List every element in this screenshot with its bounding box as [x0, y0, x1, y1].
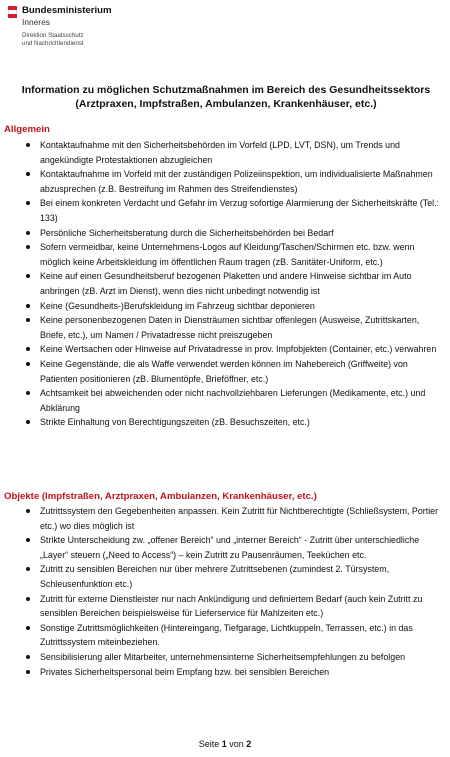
department-name: Direktion Staatsschutz und Nachrichtendienst: [22, 32, 84, 47]
list-item: [0, 299, 450, 314]
list-item: [0, 592, 450, 621]
bullet-list-allgemein: [0, 138, 450, 430]
list-item-text: Zutrittssystem den Gegebenheiten anpassen. Kein Zutritt für Nichtberechtigte (Schließsystem, Portier etc.) wo dies möglich ist: [40, 506, 439, 531]
list-item-text: Zutritt zu sensiblen Bereichen nur über mehrere Zutrittsebenen (zumindest 2. Türsystem, Schleusenfunktion etc.): [40, 564, 390, 589]
list-item: [0, 240, 450, 269]
bullet-icon: [26, 597, 30, 601]
list-item-text: Keine (Gesundheits-)Berufskleidung im Fahrzeug sichtbar deponieren: [40, 300, 315, 311]
org-subname: Inneres: [22, 17, 50, 27]
list-item-text: Keine Gegenstände, die als Waffe verwendet werden können im Nahebereich (Griffweite) von Patienten positionieren (zB. Blumentöpfe, Brieföffner, etc.): [40, 358, 408, 384]
list-item: [0, 196, 450, 225]
list-item-text: Sofern vermeidbar, keine Unternehmens-Logos auf Kleidung/Taschen/Schirmen etc. bzw. wenn möglich keine Arbeitskleidung im öffentlichen Raum tragen (zB. Sanitäter-Uniform, etc.): [40, 242, 415, 267]
bullet-icon: [26, 318, 30, 322]
list-item: [0, 269, 450, 298]
list-item: [0, 665, 450, 680]
bullet-icon: [26, 245, 30, 249]
list-item: [0, 357, 450, 386]
list-item: [0, 621, 450, 650]
list-item-text: Sonstige Zutrittsmöglichkeiten (Hintereingang, Tiefgarage, Lichtkuppeln, Terrassen, etc.) in das Zutrittssystem miteinbeziehen.: [40, 622, 413, 648]
list-item-text: Strikte Einhaltung von Berechtigungszeiten (zB. Besuchszeiten, etc.): [40, 417, 310, 428]
bullet-icon: [26, 362, 30, 366]
bullet-icon: [26, 231, 30, 235]
bullet-icon: [26, 274, 30, 278]
bullet-icon: [26, 626, 30, 630]
list-item-text: Bei einem konkreten Verdacht und Gefahr im Verzug sofortige Alarmierung der Sicherheitskräfte (Tel.: 133): [40, 198, 440, 223]
list-item-text: Keine Wertsachen oder Hinweise auf Privatadresse in prov. Impfobjekten (Container, etc.) verwahren: [40, 344, 437, 355]
page-number: Seite 1 von 2: [198, 739, 252, 749]
list-item: [0, 562, 450, 591]
list-item-text: Kontaktaufnahme mit den Sicherheitsbehörden im Vorfeld (LPD, LVT, DSN), um Trends und angekündigte Protestaktionen abzugleichen: [40, 140, 400, 165]
bullet-icon: [26, 538, 30, 542]
bullet-icon: [26, 172, 30, 176]
austrian-flag-icon: [8, 6, 17, 18]
bullet-list-objekte: [0, 504, 450, 679]
list-item-text: Strikte Unterscheidung zw. „offener Bereich“ und „interner Bereich“ - Zutritt über unterschiedliche „Layer“ steuern („Need to Access“) – kein Zutritt zu Pausenräumen, Teeküchen etc.: [40, 535, 420, 560]
list-item-text: Sensibilisierung aller Mitarbeiter, unternehmensinterne Sicherheitsempfehlungen zu befolgen: [40, 651, 406, 662]
list-item: [0, 342, 450, 357]
list-item: [0, 415, 450, 430]
bullet-icon: [26, 201, 30, 205]
bullet-icon: [26, 304, 30, 308]
bullet-icon: [26, 391, 30, 395]
list-item-text: Persönliche Sicherheitsberatung durch die Sicherheitsbehörden bei Bedarf: [40, 227, 334, 238]
bullet-icon: [26, 509, 30, 513]
list-item: [0, 313, 450, 342]
bullet-icon: [26, 567, 30, 571]
list-item: [0, 167, 450, 196]
bullet-icon: [26, 655, 30, 659]
section-heading-allgemein: Allgemein: [4, 124, 50, 135]
org-name: Bundesministerium: [22, 5, 112, 16]
list-item-text: Achtsamkeit bei abweichenden oder nicht nachvollziehbaren Lieferungen (Medikamente, etc.) und Abklärung: [40, 388, 426, 413]
bullet-icon: [26, 143, 30, 147]
list-item-text: Keine auf einen Gesundheitsberuf bezogenen Plaketten und andere Hinweise sichtbar im Auto anbringen (zB. Arzt im Dienst), wenn dies nicht unbedingt notwendig ist: [40, 271, 412, 296]
list-item-text: Kontaktaufnahme im Vorfeld mit der zuständigen Polizeiinspektion, um individualisierte Maßnahmen abzusprechen (z.B. Bestreifung im Rahmen des Streifendienstes): [40, 169, 433, 194]
bullet-icon: [26, 420, 30, 424]
list-item-text: Privates Sicherheitspersonal beim Empfang bzw. bei sensiblen Bereichen: [40, 666, 330, 677]
list-item: [0, 226, 450, 241]
list-item: [0, 533, 450, 562]
list-item: [0, 386, 450, 415]
bullet-icon: [26, 347, 30, 351]
document-title: Information zu möglichen Schutzmaßnahmen im Bereich des Gesundheitssektors (Arztpraxen, Impfstraßen, Ambulanzen, Krankenhäuser, etc.): [21, 84, 431, 110]
list-item-text: Keine personenbezogenen Daten in Diensträumen sichtbar offenlegen (Ausweise, Zutrittskarten, Briefe, etc.), um Namen / Privatadresse nicht preiszugeben: [40, 315, 420, 340]
section-heading-objekte: Objekte (Impfstraßen, Arztpraxen, Ambulanzen, Krankenhäuser, etc.): [4, 491, 317, 502]
list-item: [0, 650, 450, 665]
list-item: [0, 504, 450, 533]
bullet-icon: [26, 670, 30, 674]
list-item-text: Zutritt für externe Dienstleister nur nach Ankündigung und definiertem Bedarf (auch kein Zutritt zu sensiblen Bereichen beispielsweise für Lieferservice für Mahlzeiten etc.): [40, 593, 423, 619]
list-item: [0, 138, 450, 167]
